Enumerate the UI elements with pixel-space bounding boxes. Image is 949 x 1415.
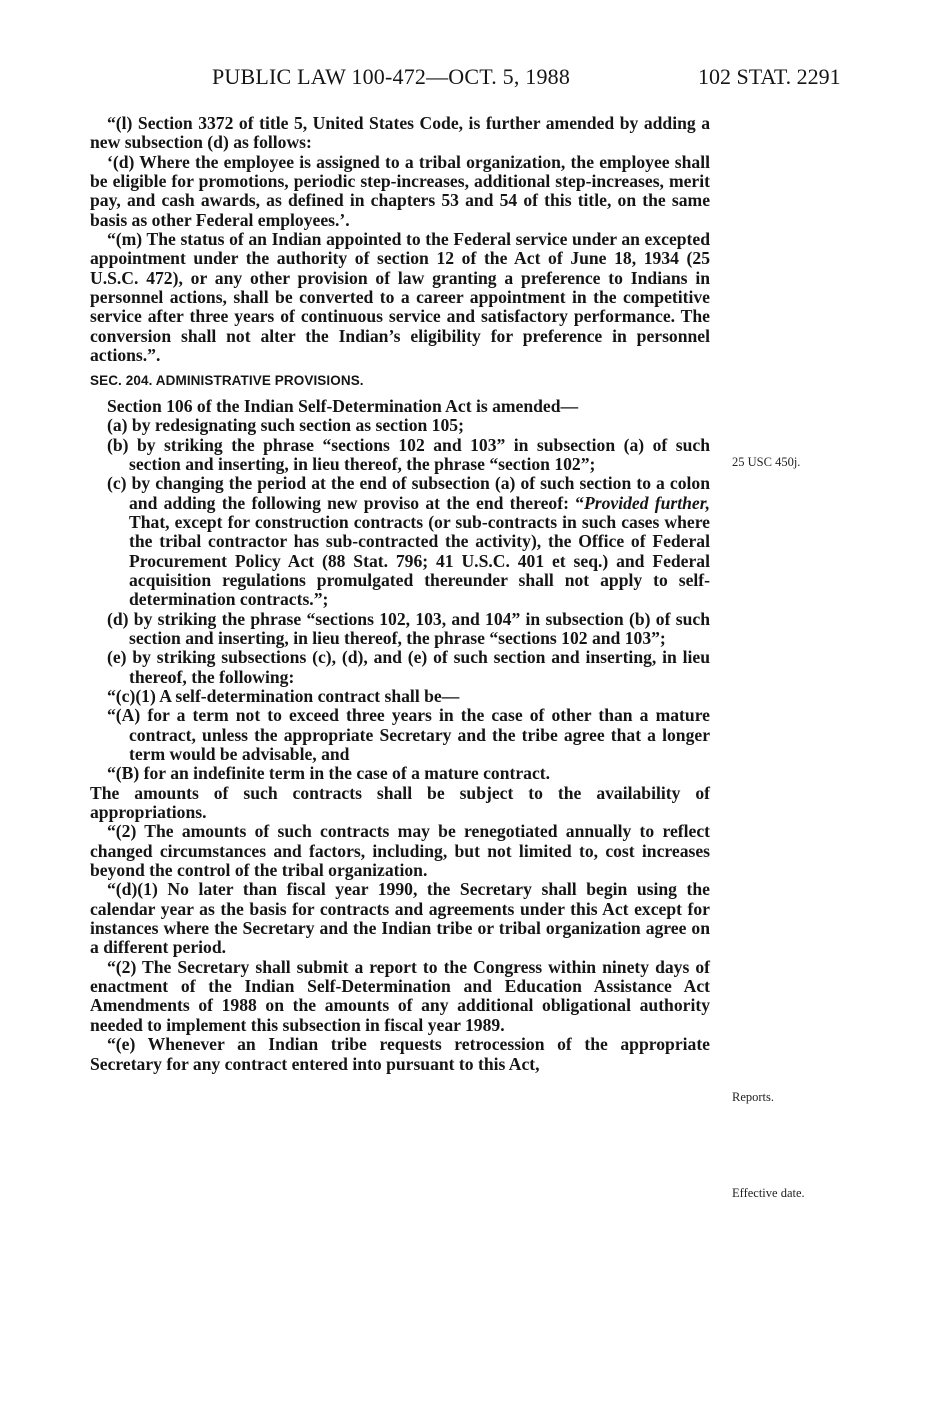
margin-note-effective-date: Effective date.: [732, 1186, 805, 1200]
clause-e: (e) by striking subsections (c), (d), and (e) of such section and inserting, in lieu thereof, the following:: [107, 647, 710, 687]
page-header-title: PUBLIC LAW 100-472—OCT. 5, 1988: [212, 64, 571, 89]
paragraph-d1: “(d)(1) No later than fiscal year 1990, the Secretary shall begin using the calendar year as the basis for contracts and agreements under this Act except for instances where the Secretary and the Indian tribe or tribal organization agree on a different period.: [90, 879, 710, 958]
paragraph-d2: “(2) The Secretary shall submit a report to the Congress within ninety days of enactment of the Indian Self-Determination and Education Assistance Act Amendments of 1988 on the amounts of any additional obligational authority needed to implement this subsection in fiscal year 1989.: [90, 956, 710, 1035]
margin-note-reports: Reports.: [732, 1090, 775, 1104]
paragraph-c2: “(2) The amounts of such contracts may be renegotiated annually to reflect changed circumstances and factors, including, but not limited to, cost increases beyond the control of the tribal organization.: [90, 821, 710, 881]
clause-c-rest: That, except for construction contracts (or sub-contracts in such cases where the tribal contractor has sub-contracted the activity), the Office of Federal Procurement Policy Act (88 Stat. 796; 41 U.S.C. 401 et seq.) and Federal acquisition regulations promulgated thereunder shall not apply to self-determination contracts.”;: [129, 511, 710, 610]
clause-c-lead: (c) by changing the period at the end of subsection (a) of such section to a colon and adding the following new proviso at the end thereof: “: [107, 473, 710, 513]
paragraph-c1-tail: The amounts of such contracts shall be subject to the availability of appropriations.: [90, 782, 710, 823]
clause-d: (d) by striking the phrase “sections 102, 103, and 104” in subsection (b) of such section and inserting, in lieu thereof, the phrase “sections 102 and 103”;: [107, 608, 710, 648]
page-header-stat-number: 102 STAT. 2291: [698, 64, 841, 89]
paragraph-c1-B: “(B) for an indefinite term in the case of a mature contract.: [107, 763, 551, 784]
paragraph-c1-A: “(A) for a term not to exceed three years in the case of other than a mature contract, unless the appropriate Secretary and the tribe agree that a longer term would be advisable, and: [107, 705, 710, 764]
paragraph-subsection-d: ‘(d) Where the employee is assigned to a tribal organization, the employee shall be eligible for promotions, periodic step-increases, additional step-increases, merit pay, and cash awards, as defined in chapters 53 and 54 of this title, on the same basis as other Federal employees.’.: [90, 151, 710, 230]
margin-note-usc-citation: 25 USC 450j.: [732, 455, 801, 469]
paragraph-e: “(e) Whenever an Indian tribe requests retrocession of the appropriate Secretary for any contract entered into pursuant to this Act,: [90, 1034, 710, 1074]
clause-a: (a) by redesignating such section as section 105;: [107, 415, 464, 436]
clause-c: [90, 474, 710, 609]
section-heading-204: SEC. 204. ADMINISTRATIVE PROVISIONS.: [90, 373, 364, 389]
paragraph-m: “(m) The status of an Indian appointed to the Federal service under an excepted appointment under the authority of section 12 of the Act of June 18, 1934 (25 U.S.C. 472), or any other provision of law granting a preference to Indians in personnel actions, shall be converted to a career appointment in the competitive service after three years of continuous service and satisfactory performance. The conversion shall not alter the Indian’s eligibility for preference in personnel actions.”.: [90, 229, 710, 366]
paragraph-section-106-intro: Section 106 of the Indian Self-Determination Act is amended—: [107, 395, 579, 416]
paragraph-c1: “(c)(1) A self-determination contract shall be—: [107, 685, 460, 706]
clause-b: (b) by striking the phrase “sections 102 and 103” in subsection (a) of such section and inserting, in lieu thereof, the phrase “section 102”;: [107, 434, 710, 474]
clause-c-proviso-italic: Provided further,: [584, 492, 711, 513]
paragraph-l: “(l) Section 3372 of title 5, United States Code, is further amended by adding a new subsection (d) as follows:: [90, 113, 710, 153]
statute-body: [90, 114, 710, 1074]
